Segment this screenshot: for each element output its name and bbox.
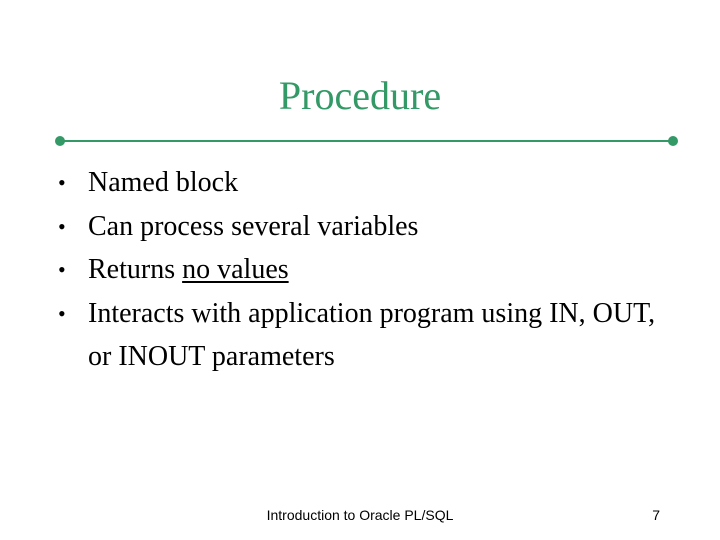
bullet-item — [0, 248, 720, 292]
slide-title: Procedure — [278, 73, 442, 118]
bullet-text: Interacts with application program using IN, OUT, or INOUT parameters — [88, 297, 656, 372]
bullet-text — [88, 254, 289, 285]
slide-footer: Introduction to Oracle PL/SQL — [266, 507, 454, 523]
bullet-text: Can process several variables — [88, 210, 419, 242]
title-divider — [59, 140, 675, 142]
bullet-text-before: Returns — [88, 254, 183, 285]
bullet-text-underlined: no values — [182, 254, 289, 285]
bullet-icon: • — [58, 213, 66, 239]
page-number: 7 — [652, 507, 660, 523]
bullet-item — [0, 205, 720, 249]
bullet-item — [0, 292, 720, 379]
bullet-list — [0, 161, 720, 379]
bullet-text: Named block — [88, 167, 239, 198]
bullet-item — [0, 161, 720, 205]
bullet-icon: • — [58, 170, 66, 195]
divider-right-dot — [668, 136, 678, 146]
bullet-icon: • — [58, 300, 66, 326]
divider-left-dot — [55, 136, 65, 146]
bullet-icon: • — [58, 257, 66, 282]
